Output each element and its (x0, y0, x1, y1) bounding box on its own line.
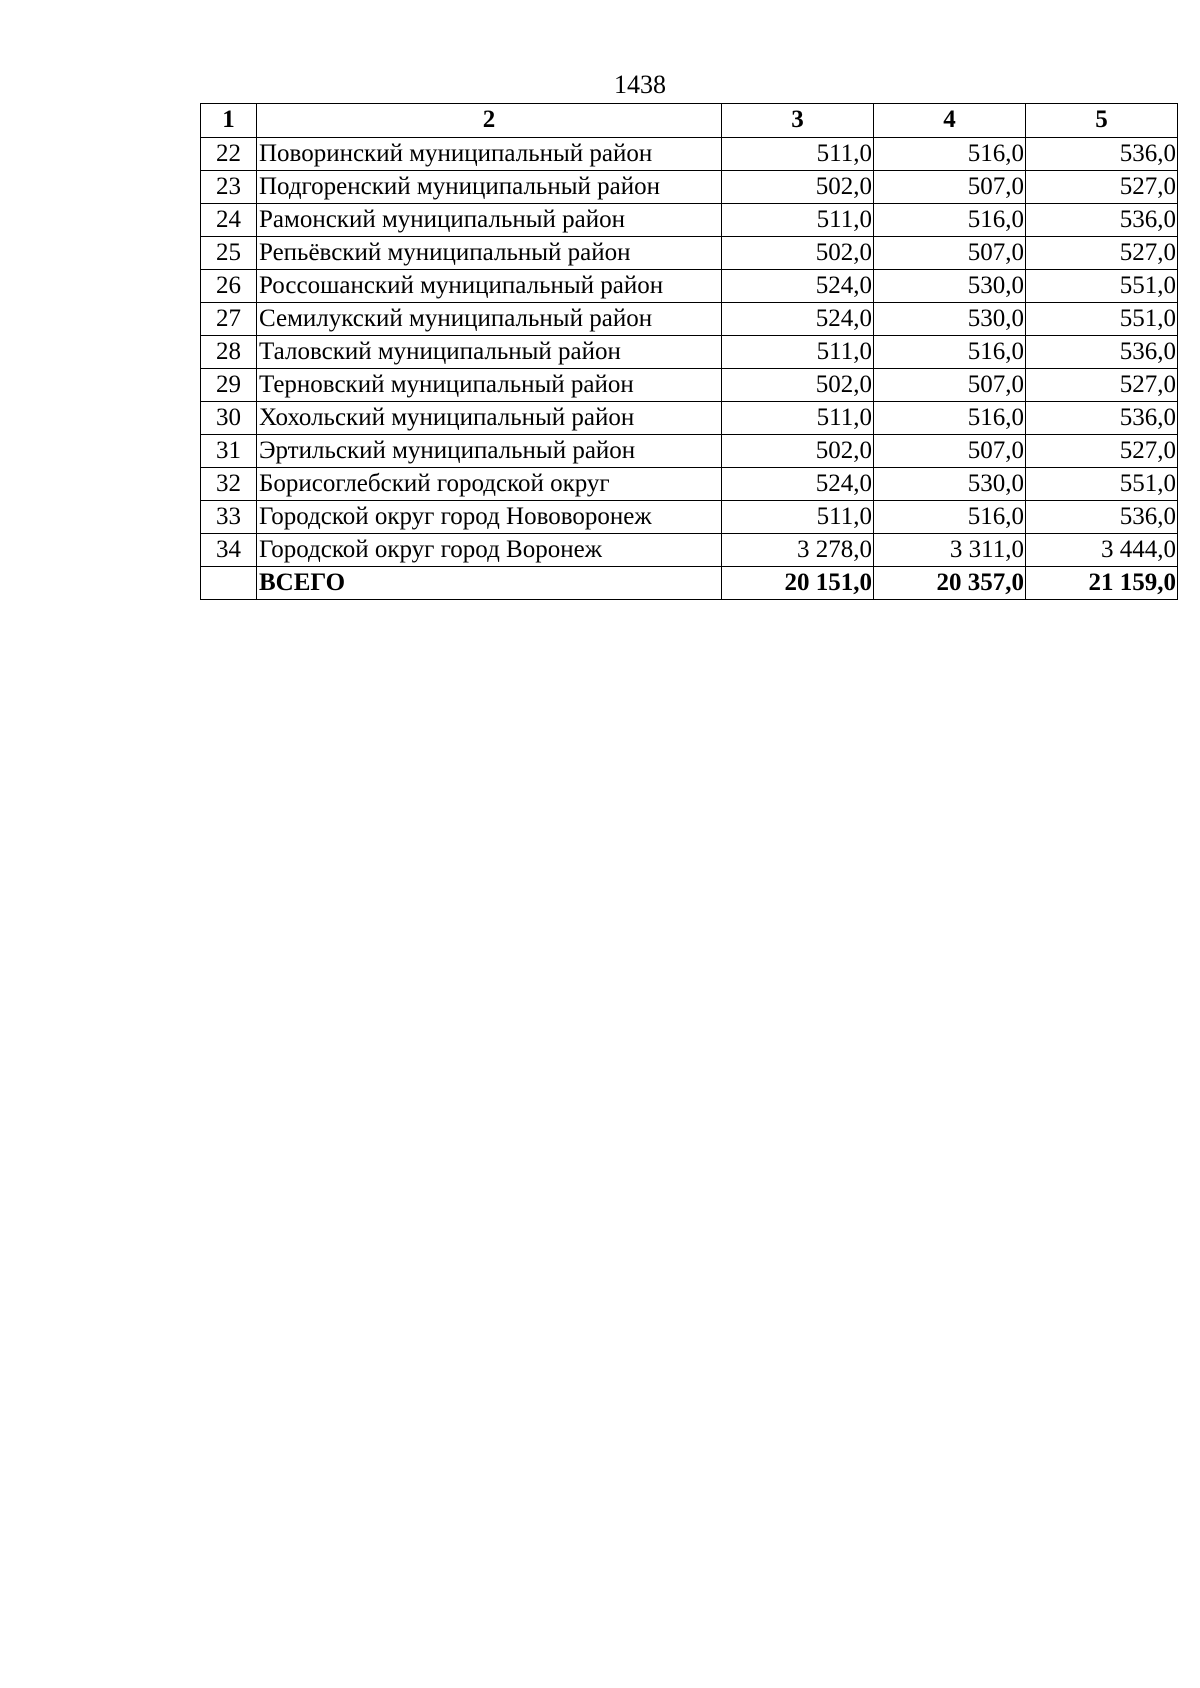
district-name: Городской округ город Нововоронеж (257, 501, 722, 534)
value-col-5: 536,0 (1026, 138, 1178, 171)
district-name: Таловский муниципальный район (257, 336, 722, 369)
table-body (201, 138, 1178, 600)
value-col-4: 507,0 (874, 369, 1026, 402)
header-row (201, 104, 1178, 138)
column-header: 1 (201, 104, 257, 138)
value-col-4: 516,0 (874, 204, 1026, 237)
value-col-5: 527,0 (1026, 237, 1178, 270)
total-col-3: 20 151,0 (722, 567, 874, 600)
table-row (201, 138, 1178, 171)
value-col-4: 530,0 (874, 468, 1026, 501)
row-number: 23 (201, 171, 257, 204)
district-name: Подгоренский муниципальный район (257, 171, 722, 204)
value-col-3: 511,0 (722, 138, 874, 171)
page-number: 1438 (614, 70, 666, 99)
row-number: 33 (201, 501, 257, 534)
table-row (201, 204, 1178, 237)
value-col-5: 551,0 (1026, 303, 1178, 336)
value-col-4: 507,0 (874, 237, 1026, 270)
value-col-5: 536,0 (1026, 336, 1178, 369)
value-col-3: 511,0 (722, 204, 874, 237)
table-row (201, 369, 1178, 402)
value-col-4: 507,0 (874, 435, 1026, 468)
table-row (201, 336, 1178, 369)
table-row (201, 237, 1178, 270)
value-col-4: 507,0 (874, 171, 1026, 204)
total-number (201, 567, 257, 600)
data-table (200, 103, 1178, 600)
table-row (201, 303, 1178, 336)
value-col-3: 511,0 (722, 501, 874, 534)
table-row (201, 534, 1178, 567)
row-number: 27 (201, 303, 257, 336)
row-number: 30 (201, 402, 257, 435)
value-col-3: 3 278,0 (722, 534, 874, 567)
row-number: 26 (201, 270, 257, 303)
value-col-3: 524,0 (722, 270, 874, 303)
value-col-4: 516,0 (874, 402, 1026, 435)
row-number: 32 (201, 468, 257, 501)
district-name: Россошанский муниципальный район (257, 270, 722, 303)
column-header: 2 (257, 104, 722, 138)
value-col-3: 502,0 (722, 369, 874, 402)
value-col-5: 3 444,0 (1026, 534, 1178, 567)
table-row (201, 435, 1178, 468)
district-name: Поворинский муниципальный район (257, 138, 722, 171)
value-col-5: 536,0 (1026, 501, 1178, 534)
table-row (201, 270, 1178, 303)
total-col-5: 21 159,0 (1026, 567, 1178, 600)
row-number: 31 (201, 435, 257, 468)
table-row (201, 501, 1178, 534)
column-header: 5 (1026, 104, 1178, 138)
table-row (201, 468, 1178, 501)
value-col-3: 502,0 (722, 435, 874, 468)
district-name: Хохольский муниципальный район (257, 402, 722, 435)
district-name: Терновский муниципальный район (257, 369, 722, 402)
table-row (201, 171, 1178, 204)
value-col-4: 3 311,0 (874, 534, 1026, 567)
district-name: Борисоглебский городской округ (257, 468, 722, 501)
value-col-3: 502,0 (722, 171, 874, 204)
table-row (201, 402, 1178, 435)
column-header: 4 (874, 104, 1026, 138)
value-col-4: 516,0 (874, 336, 1026, 369)
district-name: Городской округ город Воронеж (257, 534, 722, 567)
value-col-4: 516,0 (874, 501, 1026, 534)
value-col-3: 524,0 (722, 468, 874, 501)
row-number: 25 (201, 237, 257, 270)
value-col-5: 527,0 (1026, 171, 1178, 204)
total-label: ВСЕГО (257, 567, 722, 600)
value-col-4: 516,0 (874, 138, 1026, 171)
value-col-3: 511,0 (722, 336, 874, 369)
value-col-5: 551,0 (1026, 468, 1178, 501)
value-col-4: 530,0 (874, 270, 1026, 303)
row-number: 22 (201, 138, 257, 171)
district-name: Эртильский муниципальный район (257, 435, 722, 468)
district-name: Рамонский муниципальный район (257, 204, 722, 237)
total-col-4: 20 357,0 (874, 567, 1026, 600)
district-name: Репьёвский муниципальный район (257, 237, 722, 270)
column-header: 3 (722, 104, 874, 138)
row-number: 34 (201, 534, 257, 567)
total-row (201, 567, 1178, 600)
value-col-3: 511,0 (722, 402, 874, 435)
value-col-5: 551,0 (1026, 270, 1178, 303)
value-col-5: 527,0 (1026, 435, 1178, 468)
row-number: 24 (201, 204, 257, 237)
district-name: Семилукский муниципальный район (257, 303, 722, 336)
value-col-3: 524,0 (722, 303, 874, 336)
value-col-5: 536,0 (1026, 204, 1178, 237)
row-number: 29 (201, 369, 257, 402)
value-col-5: 536,0 (1026, 402, 1178, 435)
value-col-4: 530,0 (874, 303, 1026, 336)
value-col-3: 502,0 (722, 237, 874, 270)
row-number: 28 (201, 336, 257, 369)
value-col-5: 527,0 (1026, 369, 1178, 402)
